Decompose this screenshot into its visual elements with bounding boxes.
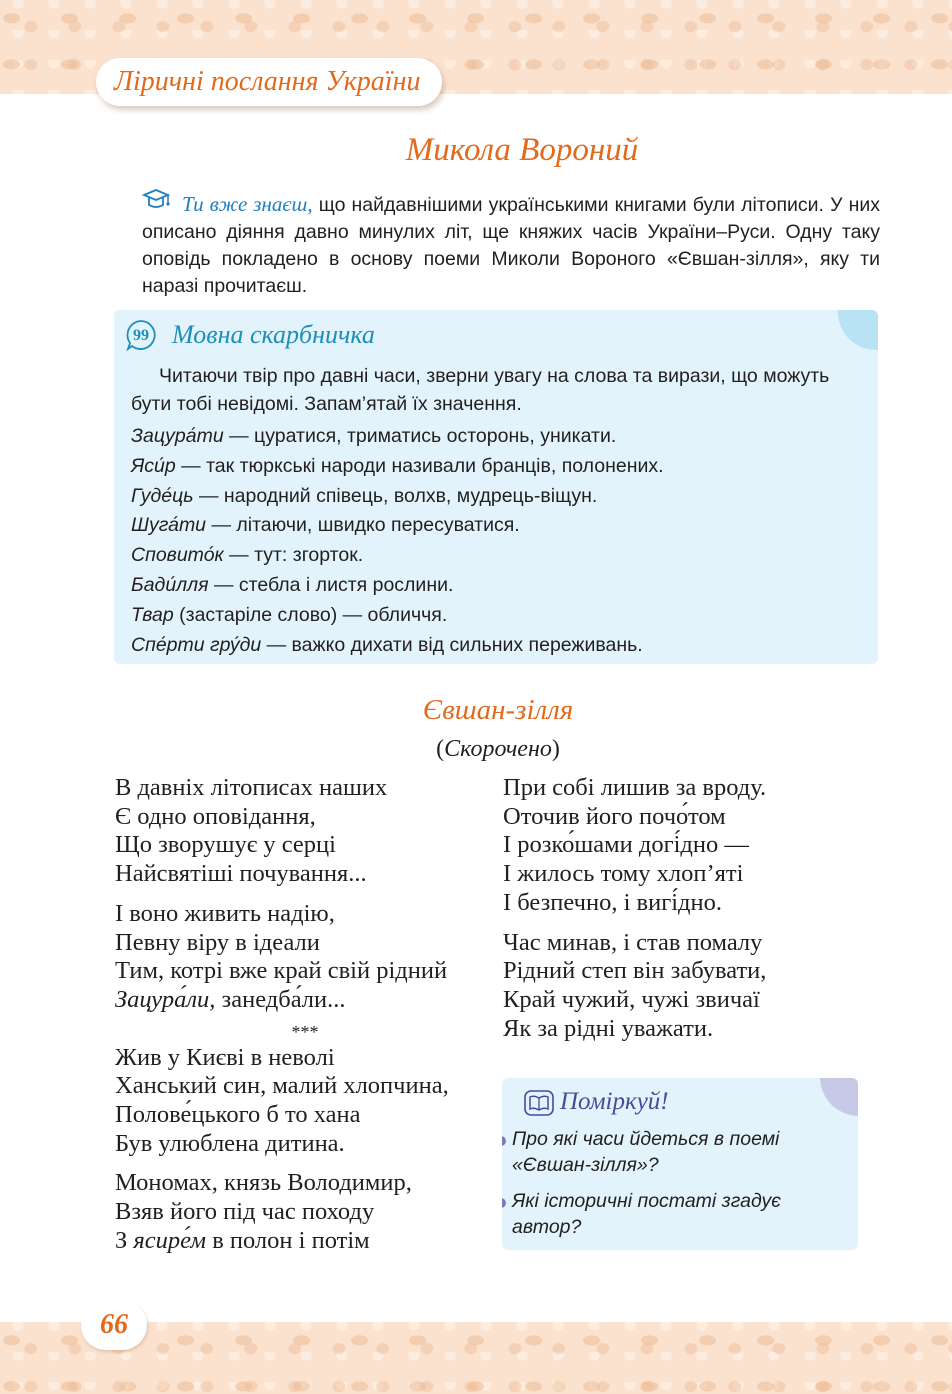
question-item: [502, 1188, 842, 1240]
poem-line-start: З: [115, 1226, 134, 1254]
glossary-item: [131, 631, 871, 661]
poem-line: Край чужий, чужі звичаї: [503, 985, 760, 1013]
glossary-item: [131, 452, 871, 482]
poem-left-column: [115, 774, 495, 1267]
poem-line: Мономах, князь Володимир,: [115, 1169, 412, 1197]
poem-line: Ханський син, малий хлопчина,: [115, 1072, 449, 1100]
svg-text:99: 99: [133, 327, 149, 344]
author-name: Микола Вороний: [405, 132, 639, 168]
corner-decoration: [838, 310, 878, 350]
paren-close: ): [551, 736, 560, 762]
glossary-item: [131, 541, 871, 571]
open-book-icon: [524, 1090, 554, 1116]
poem-line-rest: занедба́ли...: [215, 985, 346, 1013]
poem-line: Жив у Києві в неволі: [115, 1043, 335, 1071]
glossary-item: [131, 482, 871, 512]
question-list: [502, 1126, 842, 1250]
glossary-term: Шуга́ти: [131, 514, 207, 537]
poem-line: Певну віру в ідеали: [115, 928, 320, 956]
paren-open: (: [436, 736, 445, 762]
poem-stanza: [115, 1169, 495, 1255]
intro-paragraph: [142, 188, 880, 300]
poem-line: Як за рідні уважати.: [503, 1014, 714, 1042]
glossary-item: [131, 511, 871, 541]
poem-subtitle: [22, 736, 952, 763]
glossary-terms: [131, 422, 871, 660]
bullet-icon: [502, 1136, 506, 1146]
corner-decoration: [820, 1078, 858, 1116]
poem-line: [115, 1227, 495, 1256]
poem-stanza: [115, 900, 495, 1015]
poem-line: Тим, котрі вже край свій рідний: [115, 957, 448, 985]
poem-stanza: [503, 774, 833, 918]
think-title: Поміркуй!: [560, 1088, 669, 1115]
glossary-title: Мовна скарбничка: [172, 320, 375, 349]
section-divider-stars: ***: [291, 1021, 319, 1042]
poem-line: Час минав, і став помалу: [503, 928, 763, 956]
poem-line: І воно живить надію,: [115, 899, 335, 927]
poem-line: Найсвятіші почування...: [115, 860, 367, 888]
glossary-term: Спе́рти гру́ди: [131, 633, 262, 656]
glossary-definition: — важко дихати від сильних переживань.: [261, 633, 643, 656]
question-text: Про які часи йдеться в поемі «Євшан-зілля»?: [512, 1128, 780, 1176]
glossary-definition: — літаючи, швидко пересуватися.: [206, 514, 520, 537]
poem-line-rest: в полон і потім: [206, 1226, 370, 1254]
glossary-box: [114, 310, 878, 664]
poem-line: Є одно оповідання,: [115, 802, 316, 830]
question-item: [502, 1126, 842, 1178]
glossary-definition: — народний співець, волхв, мудрець-віщун.: [193, 484, 598, 507]
intro-text: що найдавнішими українськими книгами були літописи. У них описано діяння давно минулих літ, ще княжих часів України–Руси. Одну таку оповідь покладено в основу поеми Миколи Вороного «Євшан-зілля», яку ти наразі прочитаєш.: [142, 194, 880, 297]
glossary-definition: — так тюркські народи називали бранців, полонених.: [175, 454, 664, 477]
poem-stanza: [115, 774, 495, 889]
glossary-word: ясире́м: [133, 1226, 207, 1254]
question-text: Які історичні постаті згадує автор?: [512, 1190, 781, 1238]
glossary-definition: — цуратися, триматись осторонь, уникати.: [223, 425, 617, 447]
poem-title: Євшан-зілля: [422, 694, 574, 726]
glossary-term: Бади́лля: [131, 573, 209, 596]
glossary-definition: (застаріле слово) — обличчя.: [173, 603, 448, 626]
hint-label: Ти вже знаєш,: [182, 192, 313, 216]
subtitle-text: Скорочено: [444, 736, 552, 762]
graduation-cap-icon: [142, 188, 182, 210]
glossary-item: [131, 601, 871, 631]
poem-stanza: [115, 1044, 495, 1159]
glossary-word: Зацура́ли,: [115, 985, 216, 1013]
glossary-term: Сповито́к: [131, 544, 224, 567]
glossary-term: Зацура́ти: [131, 425, 224, 447]
glossary-definition: — тут: згорток.: [223, 544, 364, 567]
glossary-item: [131, 422, 871, 452]
poem-line: Що зворушує у серці: [115, 831, 336, 859]
poem-line: Рідний степ він забувати,: [503, 957, 767, 985]
glossary-lead: Читаючи твір про давні часи, зверни увагу на слова та вирази, що можуть бути тобі невідомі. Запам’ятай їх значення.: [131, 365, 830, 415]
glossary-definition: — стебла і листя рослини.: [208, 573, 454, 596]
glossary-item: [131, 571, 871, 601]
poem-line: Взяв його під час походу: [115, 1198, 375, 1226]
poem-line: І розко́шами догі́дно —: [503, 831, 749, 859]
poem-line: При собі лишив за вроду.: [503, 774, 767, 801]
poem-line: Був улюблена дитина.: [115, 1129, 345, 1157]
section-title: Ліричні послання України: [96, 58, 442, 106]
poem-line: І безпечно, і вигі́дно.: [503, 888, 723, 916]
poem-stanza: [503, 929, 833, 1044]
poem-right-column: [503, 774, 833, 1054]
speech-quote-icon: [124, 318, 158, 352]
page-number: 66: [81, 1300, 147, 1350]
glossary-term: Твар: [131, 603, 174, 626]
poem-line: Полове́цького б то хана: [115, 1101, 361, 1129]
think-box: [502, 1078, 858, 1250]
poem-line: В давніх літописах наших: [115, 774, 388, 801]
poem-line: І жилось тому хлоп’яті: [503, 860, 744, 888]
poem-line: [115, 986, 495, 1015]
bullet-icon: [502, 1198, 506, 1208]
poem-line: Оточив його почо́том: [503, 802, 726, 830]
glossary-term: Гуде́ць: [131, 484, 194, 507]
glossary-term: Яси́р: [131, 454, 176, 477]
